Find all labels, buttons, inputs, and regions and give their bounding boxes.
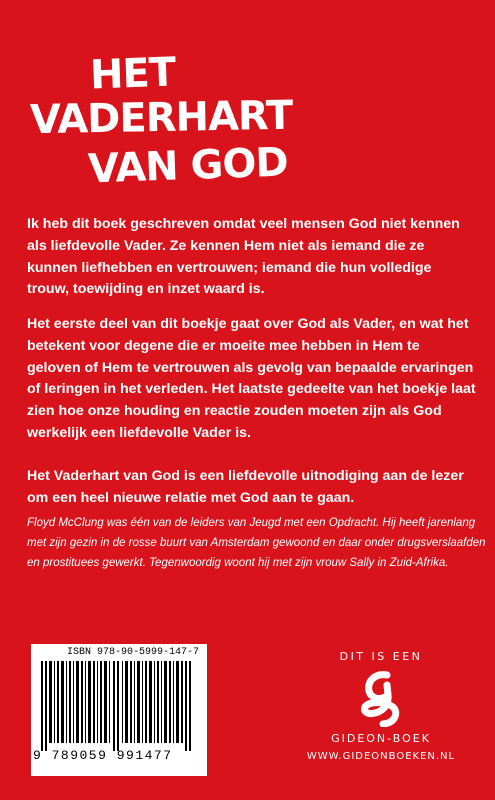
title-line-3: VAN GOD bbox=[87, 139, 289, 193]
title-line-2: VADERHART bbox=[29, 92, 293, 144]
barcode-icon bbox=[39, 661, 199, 751]
barcode-digits: 9 789059 991477 bbox=[33, 748, 173, 763]
gideon-g-logo-icon bbox=[357, 671, 405, 727]
publisher-website: WWW.GIDEONBOEKEN.NL bbox=[306, 751, 456, 762]
isbn-barcode bbox=[31, 644, 207, 776]
title-line-1: HET bbox=[89, 49, 176, 99]
author-bio: Floyd McClung was één van de leiders van Jeugd met een Opdracht. Hij heeft jarenlang met zijn gezin in de rosse buurt van Amsterdam gewoond en daar onder drugsverslaafden en prostituees gewerkt. Tegenwoordig woont hij met zijn vrouw Sally in Zuid-Afrika. bbox=[27, 517, 486, 569]
isbn-label: ISBN 978-90-5999-147-7 bbox=[67, 647, 200, 658]
intro-paragraph: Ik heb dit boek geschreven omdat veel mensen God niet kennen als liefdevolle Vader. Ze kennen Hem niet als iemand die ze kunnen liefhebben en vertrouwen; iemand die hun volledige trouw, toewijding en inzet waard is. bbox=[27, 216, 460, 298]
content-paragraph: Het eerste deel van dit boekje gaat over God als Vader, en wat het betekent voor degene die er moeite mee hebben in Hem te geloven of Hem te vertrouwen als gevolg van bepaalde ervaringen of leringen in het verleden. Het laatste gedeelte van het boekje laat zien hoe onze houding en reactie zouden moeten zijn als God werkelijk een liefdevolle Vader is. bbox=[27, 316, 476, 441]
invitation-paragraph: Het Vaderhart van God is een liefdevolle uitnodiging aan de lezer om een heel nieuwe relatie met God aan te gaan. bbox=[27, 468, 464, 506]
publisher-tagline: DIT IS EEN bbox=[339, 650, 423, 663]
publisher-name: GIDEON-BOEK bbox=[331, 732, 431, 745]
